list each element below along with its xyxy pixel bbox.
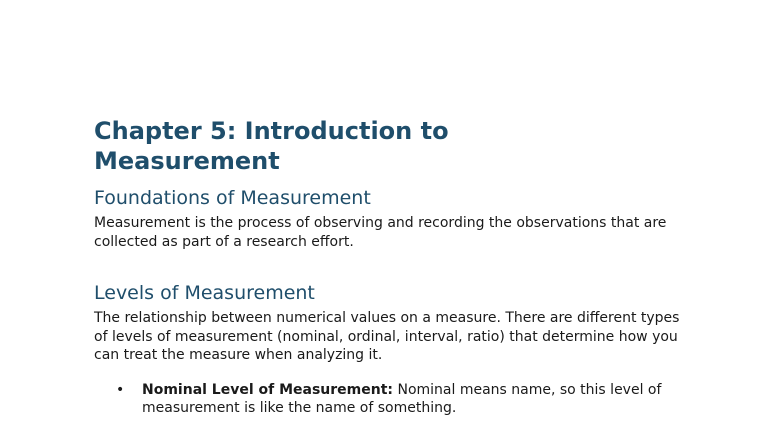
bullet-text-nominal: Nominal means name, so this level of measurement is like the name of something. (142, 381, 662, 416)
chapter-title-line-2: Measurement (94, 147, 280, 175)
chapter-title (94, 116, 694, 176)
chapter-title-line-1: Chapter 5: Introduction to (94, 117, 449, 145)
levels-bullet-list (94, 381, 694, 418)
bullet-marker: • (116, 381, 125, 398)
foundations-paragraph: Measurement is the process of observing and recording the observations that are collected as part of a research effort. (94, 215, 667, 250)
levels-paragraph: The relationship between numerical values on a measure. There are different types of levels of measurement (nominal, ordinal, interval, ratio) that determine how you can treat the measure when analyzing it. (94, 310, 680, 363)
section-heading-foundations: Foundations of Measurement (94, 187, 371, 209)
bullet-term-nominal: Nominal Level of Measurement: (142, 381, 394, 398)
bullet-item-nominal (94, 381, 694, 418)
document-page (94, 116, 694, 418)
section-heading-levels: Levels of Measurement (94, 282, 315, 304)
